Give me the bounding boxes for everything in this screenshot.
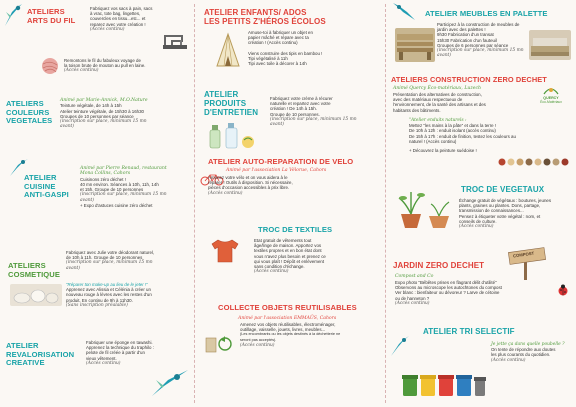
jardin-subtitle: Compost and Co (395, 274, 434, 279)
cuisine-title: ATELIER CUISINE ANTI-GASPI (24, 173, 69, 200)
arts-body: Fabriquez vos sacs à pain, sacs à vrac, tote bag, lingettes, couvercles en tissu...etc... et reparez avec votre création ! (Accès continu) (90, 6, 153, 32)
couleurs-subtitle: Animé par Marie-Annick, M.O.Nature (60, 98, 148, 103)
entretien-body: Fabriquez votre crème à récurer naturelle et repartez avec votre création ! De 14h à 15h. Groupe de 10 personnes. (inscription sur place, minimum 15 mn avant) (270, 96, 357, 128)
tipi-icon (214, 32, 242, 68)
sewing-machine-icon (162, 32, 188, 50)
cosmetique-body-2: "Réparer ton make-up au lieu de le jeter !" Apprenez avec Alissia et Célénia à créer un nouveau rouge à lèvres avec les restes d'un produit. En continu de 9h à 11h30. (Sans inscription préalable) (66, 282, 152, 308)
construction-enduits: "Atelier enduits naturels : Mettez "les mains à la pâte" et dans la terre ! De 10h à 12h : enduit isolant (accès continu) De 15h à 17h : enduit de finition, testez les couleurs au naturel ! (Accès continu) (409, 118, 516, 144)
middle-column (196, 0, 386, 407)
ladybug-icon (557, 284, 569, 296)
spray-bottle-icon (206, 120, 258, 150)
hummingbird-icon (150, 368, 190, 398)
revalorisation-body: Fabriquer une éponge en tawashi. Apprenez la technique du traphilo : pelote de fil créée à partir d'un vieux vêtement. (Accès continu) (86, 340, 154, 366)
pallet-bench-image (395, 28, 435, 62)
paint-swatches (497, 154, 571, 164)
tri-title: ATELIER TRI SELECTIF (423, 327, 515, 336)
vegetaux-body: Échange gratuit de végétaux : boutures, jeunes plants, graines ou plantes. Dons, partage, transmission de connaissances... Pensez à étiqueter votre végétal : nom, et conseils de culture. (Accès continu) (459, 198, 552, 230)
jardin-body: Expo photo "Bébêtes prises en flagrant délit d'utilité" Observons au microscope les autochtones du compost Ver blanc : bienfaiteur ou dévoreur ? Larve de cétoine ou de hanneton ? (Accès continu) (395, 280, 502, 306)
recycle-objects-icon (204, 330, 234, 358)
compost-sign: COMPOST (507, 246, 547, 280)
jardin-title: JARDIN ZERO DECHET (393, 261, 485, 270)
cosmetic-jars-icon (12, 286, 60, 304)
construction-title: ATELIERS CONSTRUCTION ZERO DECHET (391, 75, 547, 84)
velo-subtitle: Animé par l'association La Vélorue, Cahors (226, 168, 327, 173)
textiles-body: Etat gratuit de vêtements tout âge/linge de maison. Apportez vos textiles propres et en bon état dont vous n'avez plus besoin et prenez ce qui vous plaît ! Dépôt et enlèvement sans condition d'échange. (Accès continu) (254, 238, 326, 275)
meubles-body: Participez à la construction de meubles de jardin avec des palettes ! 9h30 Fabrication d'un transat 15h30 Fabrication d'un fauteuil Groupes de 6 personnes par séance (inscription sur place, minimum 15 mn avant) (437, 22, 524, 59)
pallet-sofa-image (529, 30, 571, 60)
tshirt-icon (208, 238, 242, 264)
cosmetique-body: Fabriquez avec Julie votre déodorant naturel, de 10h à 11h. Groupe de 10 personnes (inscription sur place, minimum 15 mn avant) (66, 250, 155, 271)
collecte-body: Amenez vos objets réutilisables, électroménager, outillage, vaisselle, jouets, livres, meubles... (Les encombrants ou les objets destinés à la déchetterie ne seront pas acceptés). (Accès continu) (240, 322, 341, 348)
textiles-title: TROC DE TEXTILES (258, 225, 333, 234)
hummingbird-icon (2, 2, 24, 28)
velo-title: ATELIER AUTO-REPARATION DE VELO (208, 157, 354, 166)
plant-pots-icon (395, 184, 455, 230)
collecte-subtitle: Animé par l'association EMMAÜS, Cahors (238, 316, 337, 321)
couleurs-title: ATELIERS COULEURS VEGETALES (6, 99, 53, 126)
velo-body: Amenez votre vélo et on vous aidera à le réparer ! Outils à disposition. Si nécessaire, pièces d'occasion accessibles à prix libre. (Accès continu) (208, 175, 293, 196)
arts-title: ATELIERS ARTS DU FIL (27, 7, 76, 25)
hummingbird-icon (389, 334, 411, 358)
collecte-title: COLLECTE OBJETS REUTILISABLES (218, 303, 357, 312)
vegetaux-title: TROC DE VEGETAUX (461, 185, 545, 194)
construction-body: Présentation des alternatives de construction, avec des matériaux respectueux de l'environnement, de la santé des artisans et des habitants des bâtiments. (393, 92, 486, 113)
revalorisation-title: ATELIER REVALORISATION CREATIVE (6, 341, 75, 368)
trash-bins-icon (401, 370, 487, 398)
right-column (387, 0, 576, 407)
hummingbird-icon (391, 2, 417, 22)
enfants-title: ATELIER ENFANTS/ ADOS LES PETITS Z'HÉROS ÉCOLOS (204, 8, 326, 26)
couleurs-content: Animé par Marie-Annick, M.O.Nature Teinture végétale, de 14h à 15h Atelier teinture végétale, de 15h30 à 16h30 Groupes de 10 personnes par séance (inscription sur place, minimum 15 mn avant) (60, 98, 188, 129)
left-column (0, 0, 195, 407)
tri-content: Je jette ça dans quelle poubelle ? On tente de répondre aux doutes les plus courants du quotidien. (Accès continu) (491, 342, 565, 363)
entretien-title: ATELIER PRODUITS D'ENTRETIEN (204, 90, 259, 117)
yarn-ball-icon (40, 56, 60, 76)
arts-body-2: Remontons le fil du fabuleux voyage de la toison brute de mouton au pull en laine. (Accès continu) (64, 58, 146, 74)
construction-subtitle: Animé Quercy Éco-matériaux, Luzech (393, 86, 482, 91)
meubles-title: ATELIER MEUBLES EN PALETTE (425, 9, 548, 18)
construction-body-2: + Découvrez la peinture suédoise ! (409, 148, 477, 153)
cuisine-content: Animé par Pierre Renaud, restaurant Mona Collins, Cahors Cuisinons zéro déchet ! 40 mn environ. Séances à 10h, 11h, 14h et 15h. Groupe de 10 personnes (inscription sur place, minimum 15 mn avant) + Expo d'astuces cuisine zéro déchet (80, 166, 167, 208)
cosmetique-title: ATELIERS COSMETIQUE (8, 261, 61, 279)
enfants-body: Amuse-toi à fabriquer un objet en papier mâché et répare avec ta création ! (Accès continu) Viens construire des tipis en bambou ! Tipi végétalisé à 11h Tipi avec toile à décorer à 14h (248, 30, 323, 67)
quercy-logo: QUERCY Éco-Matériaux (531, 84, 571, 104)
